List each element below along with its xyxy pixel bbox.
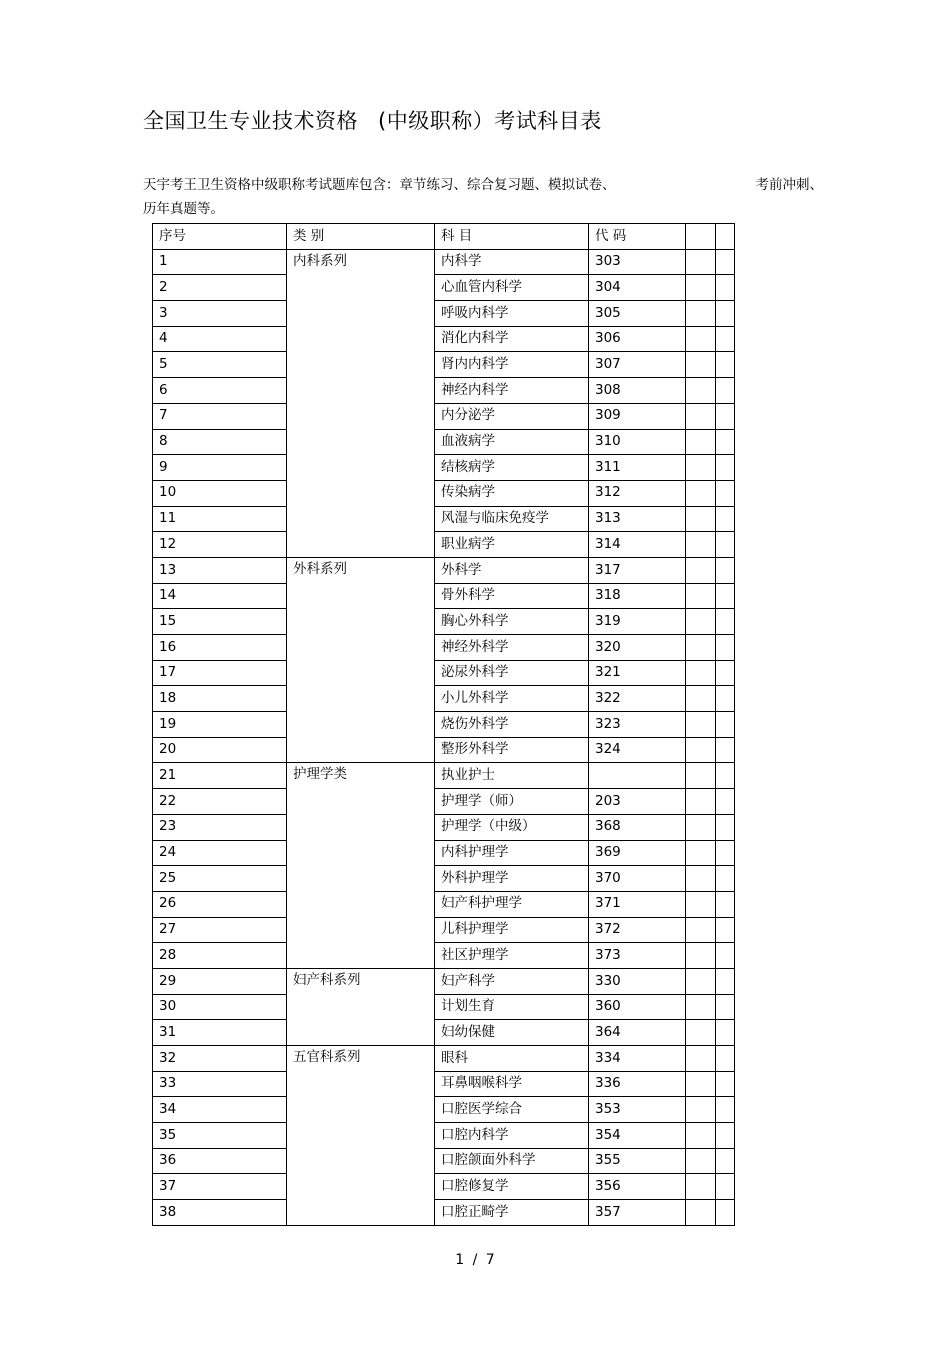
row-number: 17 — [153, 660, 287, 686]
blank-cell — [716, 506, 735, 532]
header-number: 序号 — [153, 224, 287, 250]
table-row — [153, 686, 735, 712]
row-number: 28 — [153, 943, 287, 969]
subjects-table — [152, 223, 735, 1226]
blank-cell — [686, 891, 716, 917]
blank-cell — [686, 686, 716, 712]
blank-cell — [686, 866, 716, 892]
subject-cell: 内分泌学 — [435, 403, 589, 429]
blank-cell — [716, 891, 735, 917]
row-number: 3 — [153, 301, 287, 327]
row-number: 37 — [153, 1174, 287, 1200]
blank-cell — [716, 429, 735, 455]
subject-cell: 神经外科学 — [435, 635, 589, 661]
row-number: 16 — [153, 635, 287, 661]
row-number: 7 — [153, 403, 287, 429]
code-cell: 360 — [589, 994, 686, 1020]
intro-text-2: 考前冲刺、 — [755, 177, 823, 193]
blank-cell — [686, 968, 716, 994]
blank-cell — [716, 1200, 735, 1226]
subject-cell: 骨外科学 — [435, 583, 589, 609]
subject-cell: 职业病学 — [435, 532, 589, 558]
blank-cell — [716, 455, 735, 481]
row-number: 19 — [153, 712, 287, 738]
title-main: 全国卫生专业技术资格 — [143, 109, 358, 133]
blank-cell — [716, 917, 735, 943]
subject-cell: 妇产科护理学 — [435, 891, 589, 917]
blank-cell — [686, 1123, 716, 1149]
row-number: 38 — [153, 1200, 287, 1226]
table-row — [153, 1071, 735, 1097]
code-cell: 322 — [589, 686, 686, 712]
table-row — [153, 712, 735, 738]
subject-cell: 口腔医学综合 — [435, 1097, 589, 1123]
table-row — [153, 480, 735, 506]
code-cell: 372 — [589, 917, 686, 943]
code-cell: 353 — [589, 1097, 686, 1123]
code-cell: 368 — [589, 814, 686, 840]
blank-cell — [686, 737, 716, 763]
row-number: 31 — [153, 1020, 287, 1046]
code-cell: 364 — [589, 1020, 686, 1046]
subject-cell: 计划生育 — [435, 994, 589, 1020]
table-row — [153, 763, 735, 789]
intro-text-1: 天宇考王卫生资格中级职称考试题库包含：章节练习、综合复习题、模拟试卷、 — [143, 177, 616, 193]
blank-cell — [686, 1046, 716, 1072]
blank-cell — [686, 712, 716, 738]
table-row — [153, 917, 735, 943]
blank-cell — [686, 480, 716, 506]
blank-cell — [686, 378, 716, 404]
code-cell: 354 — [589, 1123, 686, 1149]
subject-cell: 内科学 — [435, 249, 589, 275]
code-cell: 357 — [589, 1200, 686, 1226]
blank-cell — [686, 352, 716, 378]
row-number: 35 — [153, 1123, 287, 1149]
blank-cell — [716, 660, 735, 686]
row-number: 5 — [153, 352, 287, 378]
code-cell: 310 — [589, 429, 686, 455]
blank-cell — [686, 994, 716, 1020]
document-title — [143, 105, 602, 135]
blank-cell — [716, 737, 735, 763]
table-row — [153, 429, 735, 455]
code-cell: 318 — [589, 583, 686, 609]
blank-cell — [686, 1020, 716, 1046]
code-cell: 305 — [589, 301, 686, 327]
blank-cell — [716, 635, 735, 661]
blank-cell — [716, 1046, 735, 1072]
code-cell: 370 — [589, 866, 686, 892]
blank-cell — [686, 840, 716, 866]
row-number: 6 — [153, 378, 287, 404]
row-number: 25 — [153, 866, 287, 892]
subject-cell: 小儿外科学 — [435, 686, 589, 712]
code-cell — [589, 763, 686, 789]
row-number: 29 — [153, 968, 287, 994]
table-row — [153, 1174, 735, 1200]
blank-cell — [716, 763, 735, 789]
code-cell: 330 — [589, 968, 686, 994]
code-cell: 304 — [589, 275, 686, 301]
table-header-row — [153, 224, 735, 250]
page-number: 1 / 7 — [455, 1252, 495, 1268]
blank-cell — [716, 301, 735, 327]
blank-cell — [716, 326, 735, 352]
blank-cell — [716, 1071, 735, 1097]
header-blank — [686, 224, 716, 250]
row-number: 33 — [153, 1071, 287, 1097]
blank-cell — [716, 609, 735, 635]
code-cell: 313 — [589, 506, 686, 532]
table-row — [153, 378, 735, 404]
row-number: 13 — [153, 557, 287, 583]
table-row — [153, 814, 735, 840]
row-number: 24 — [153, 840, 287, 866]
row-number: 26 — [153, 891, 287, 917]
subject-cell: 内科护理学 — [435, 840, 589, 866]
blank-cell — [686, 943, 716, 969]
row-number: 18 — [153, 686, 287, 712]
table-row — [153, 1200, 735, 1226]
subject-cell: 执业护士 — [435, 763, 589, 789]
row-number: 8 — [153, 429, 287, 455]
subject-cell: 妇产科学 — [435, 968, 589, 994]
row-number: 20 — [153, 737, 287, 763]
subject-cell: 肾内内科学 — [435, 352, 589, 378]
code-cell: 203 — [589, 789, 686, 815]
blank-cell — [686, 763, 716, 789]
code-cell: 303 — [589, 249, 686, 275]
subject-cell: 结核病学 — [435, 455, 589, 481]
code-cell: 312 — [589, 480, 686, 506]
blank-cell — [686, 326, 716, 352]
category-cell: 五官科系列 — [287, 1046, 435, 1226]
code-cell: 309 — [589, 403, 686, 429]
code-cell: 319 — [589, 609, 686, 635]
blank-cell — [716, 557, 735, 583]
subject-cell: 胸心外科学 — [435, 609, 589, 635]
blank-cell — [716, 403, 735, 429]
row-number: 1 — [153, 249, 287, 275]
subject-cell: 口腔修复学 — [435, 1174, 589, 1200]
subject-cell: 消化内科学 — [435, 326, 589, 352]
table-row — [153, 403, 735, 429]
table-row — [153, 789, 735, 815]
blank-cell — [686, 301, 716, 327]
table-row — [153, 352, 735, 378]
subject-cell: 外科护理学 — [435, 866, 589, 892]
code-cell: 311 — [589, 455, 686, 481]
row-number: 14 — [153, 583, 287, 609]
row-number: 21 — [153, 763, 287, 789]
table-row — [153, 994, 735, 1020]
blank-cell — [686, 1148, 716, 1174]
blank-cell — [686, 660, 716, 686]
table-row — [153, 326, 735, 352]
blank-cell — [716, 712, 735, 738]
code-cell: 324 — [589, 737, 686, 763]
blank-cell — [686, 275, 716, 301]
subject-cell: 护理学（中级） — [435, 814, 589, 840]
header-blank — [716, 224, 735, 250]
blank-cell — [686, 506, 716, 532]
subject-cell: 儿科护理学 — [435, 917, 589, 943]
row-number: 15 — [153, 609, 287, 635]
blank-cell — [716, 1148, 735, 1174]
blank-cell — [686, 1200, 716, 1226]
subject-cell: 风湿与临床免疫学 — [435, 506, 589, 532]
code-cell: 373 — [589, 943, 686, 969]
title-sub: (中级职称）考试科目表 — [378, 109, 602, 133]
code-cell: 307 — [589, 352, 686, 378]
header-code: 代 码 — [589, 224, 686, 250]
code-cell: 321 — [589, 660, 686, 686]
blank-cell — [716, 275, 735, 301]
table-row — [153, 1123, 735, 1149]
blank-cell — [716, 249, 735, 275]
subject-cell: 口腔内科学 — [435, 1123, 589, 1149]
blank-cell — [716, 1097, 735, 1123]
code-cell: 336 — [589, 1071, 686, 1097]
subject-cell: 神经内科学 — [435, 378, 589, 404]
blank-cell — [686, 583, 716, 609]
row-number: 30 — [153, 994, 287, 1020]
blank-cell — [686, 1174, 716, 1200]
subject-cell: 耳鼻咽喉科学 — [435, 1071, 589, 1097]
blank-cell — [716, 378, 735, 404]
code-cell: 320 — [589, 635, 686, 661]
subject-cell: 社区护理学 — [435, 943, 589, 969]
blank-cell — [686, 249, 716, 275]
code-cell: 356 — [589, 1174, 686, 1200]
table-row — [153, 1097, 735, 1123]
blank-cell — [686, 789, 716, 815]
table-row — [153, 609, 735, 635]
table-row — [153, 557, 735, 583]
table-row — [153, 737, 735, 763]
row-number: 12 — [153, 532, 287, 558]
table-row — [153, 1148, 735, 1174]
subject-cell: 烧伤外科学 — [435, 712, 589, 738]
table-row — [153, 506, 735, 532]
row-number: 23 — [153, 814, 287, 840]
table-row — [153, 249, 735, 275]
subject-cell: 血液病学 — [435, 429, 589, 455]
table-row — [153, 635, 735, 661]
subject-cell: 眼科 — [435, 1046, 589, 1072]
subject-cell: 护理学（师） — [435, 789, 589, 815]
blank-cell — [716, 583, 735, 609]
row-number: 22 — [153, 789, 287, 815]
table-row — [153, 943, 735, 969]
code-cell: 317 — [589, 557, 686, 583]
blank-cell — [686, 1071, 716, 1097]
category-cell: 妇产科系列 — [287, 968, 435, 1045]
blank-cell — [716, 1123, 735, 1149]
blank-cell — [716, 480, 735, 506]
row-number: 2 — [153, 275, 287, 301]
table-row — [153, 301, 735, 327]
subject-cell: 传染病学 — [435, 480, 589, 506]
intro-text-3: 历年真题等。 — [143, 201, 224, 217]
table-row — [153, 1046, 735, 1072]
table-row — [153, 455, 735, 481]
row-number: 9 — [153, 455, 287, 481]
blank-cell — [686, 557, 716, 583]
row-number: 36 — [153, 1148, 287, 1174]
table-row — [153, 866, 735, 892]
blank-cell — [686, 609, 716, 635]
subject-cell: 口腔颌面外科学 — [435, 1148, 589, 1174]
blank-cell — [716, 994, 735, 1020]
blank-cell — [686, 814, 716, 840]
table-row — [153, 583, 735, 609]
row-number: 4 — [153, 326, 287, 352]
category-cell: 内科系列 — [287, 249, 435, 557]
blank-cell — [686, 1097, 716, 1123]
code-cell: 314 — [589, 532, 686, 558]
row-number: 27 — [153, 917, 287, 943]
blank-cell — [686, 455, 716, 481]
blank-cell — [686, 635, 716, 661]
header-subject: 科 目 — [435, 224, 589, 250]
code-cell: 371 — [589, 891, 686, 917]
blank-cell — [716, 1174, 735, 1200]
table-row — [153, 891, 735, 917]
code-cell: 355 — [589, 1148, 686, 1174]
subject-cell: 泌尿外科学 — [435, 660, 589, 686]
blank-cell — [716, 532, 735, 558]
blank-cell — [716, 840, 735, 866]
table-body — [153, 249, 735, 1225]
table-row — [153, 660, 735, 686]
subject-cell: 呼吸内科学 — [435, 301, 589, 327]
subject-cell: 口腔正畸学 — [435, 1200, 589, 1226]
blank-cell — [686, 532, 716, 558]
blank-cell — [716, 352, 735, 378]
row-number: 11 — [153, 506, 287, 532]
table-row — [153, 840, 735, 866]
code-cell: 323 — [589, 712, 686, 738]
intro-paragraph — [143, 173, 823, 221]
row-number: 32 — [153, 1046, 287, 1072]
table-row — [153, 275, 735, 301]
blank-cell — [716, 789, 735, 815]
header-category: 类 别 — [287, 224, 435, 250]
row-number: 10 — [153, 480, 287, 506]
blank-cell — [716, 943, 735, 969]
subject-cell: 整形外科学 — [435, 737, 589, 763]
subject-cell: 外科学 — [435, 557, 589, 583]
subject-cell: 妇幼保健 — [435, 1020, 589, 1046]
blank-cell — [716, 968, 735, 994]
subject-cell: 心血管内科学 — [435, 275, 589, 301]
table-row — [153, 968, 735, 994]
blank-cell — [716, 814, 735, 840]
blank-cell — [716, 686, 735, 712]
row-number: 34 — [153, 1097, 287, 1123]
blank-cell — [686, 429, 716, 455]
category-cell: 护理学类 — [287, 763, 435, 969]
code-cell: 334 — [589, 1046, 686, 1072]
code-cell: 369 — [589, 840, 686, 866]
blank-cell — [716, 866, 735, 892]
category-cell: 外科系列 — [287, 557, 435, 763]
blank-cell — [686, 917, 716, 943]
blank-cell — [686, 403, 716, 429]
table-row — [153, 1020, 735, 1046]
blank-cell — [716, 1020, 735, 1046]
code-cell: 306 — [589, 326, 686, 352]
code-cell: 308 — [589, 378, 686, 404]
table-row — [153, 532, 735, 558]
